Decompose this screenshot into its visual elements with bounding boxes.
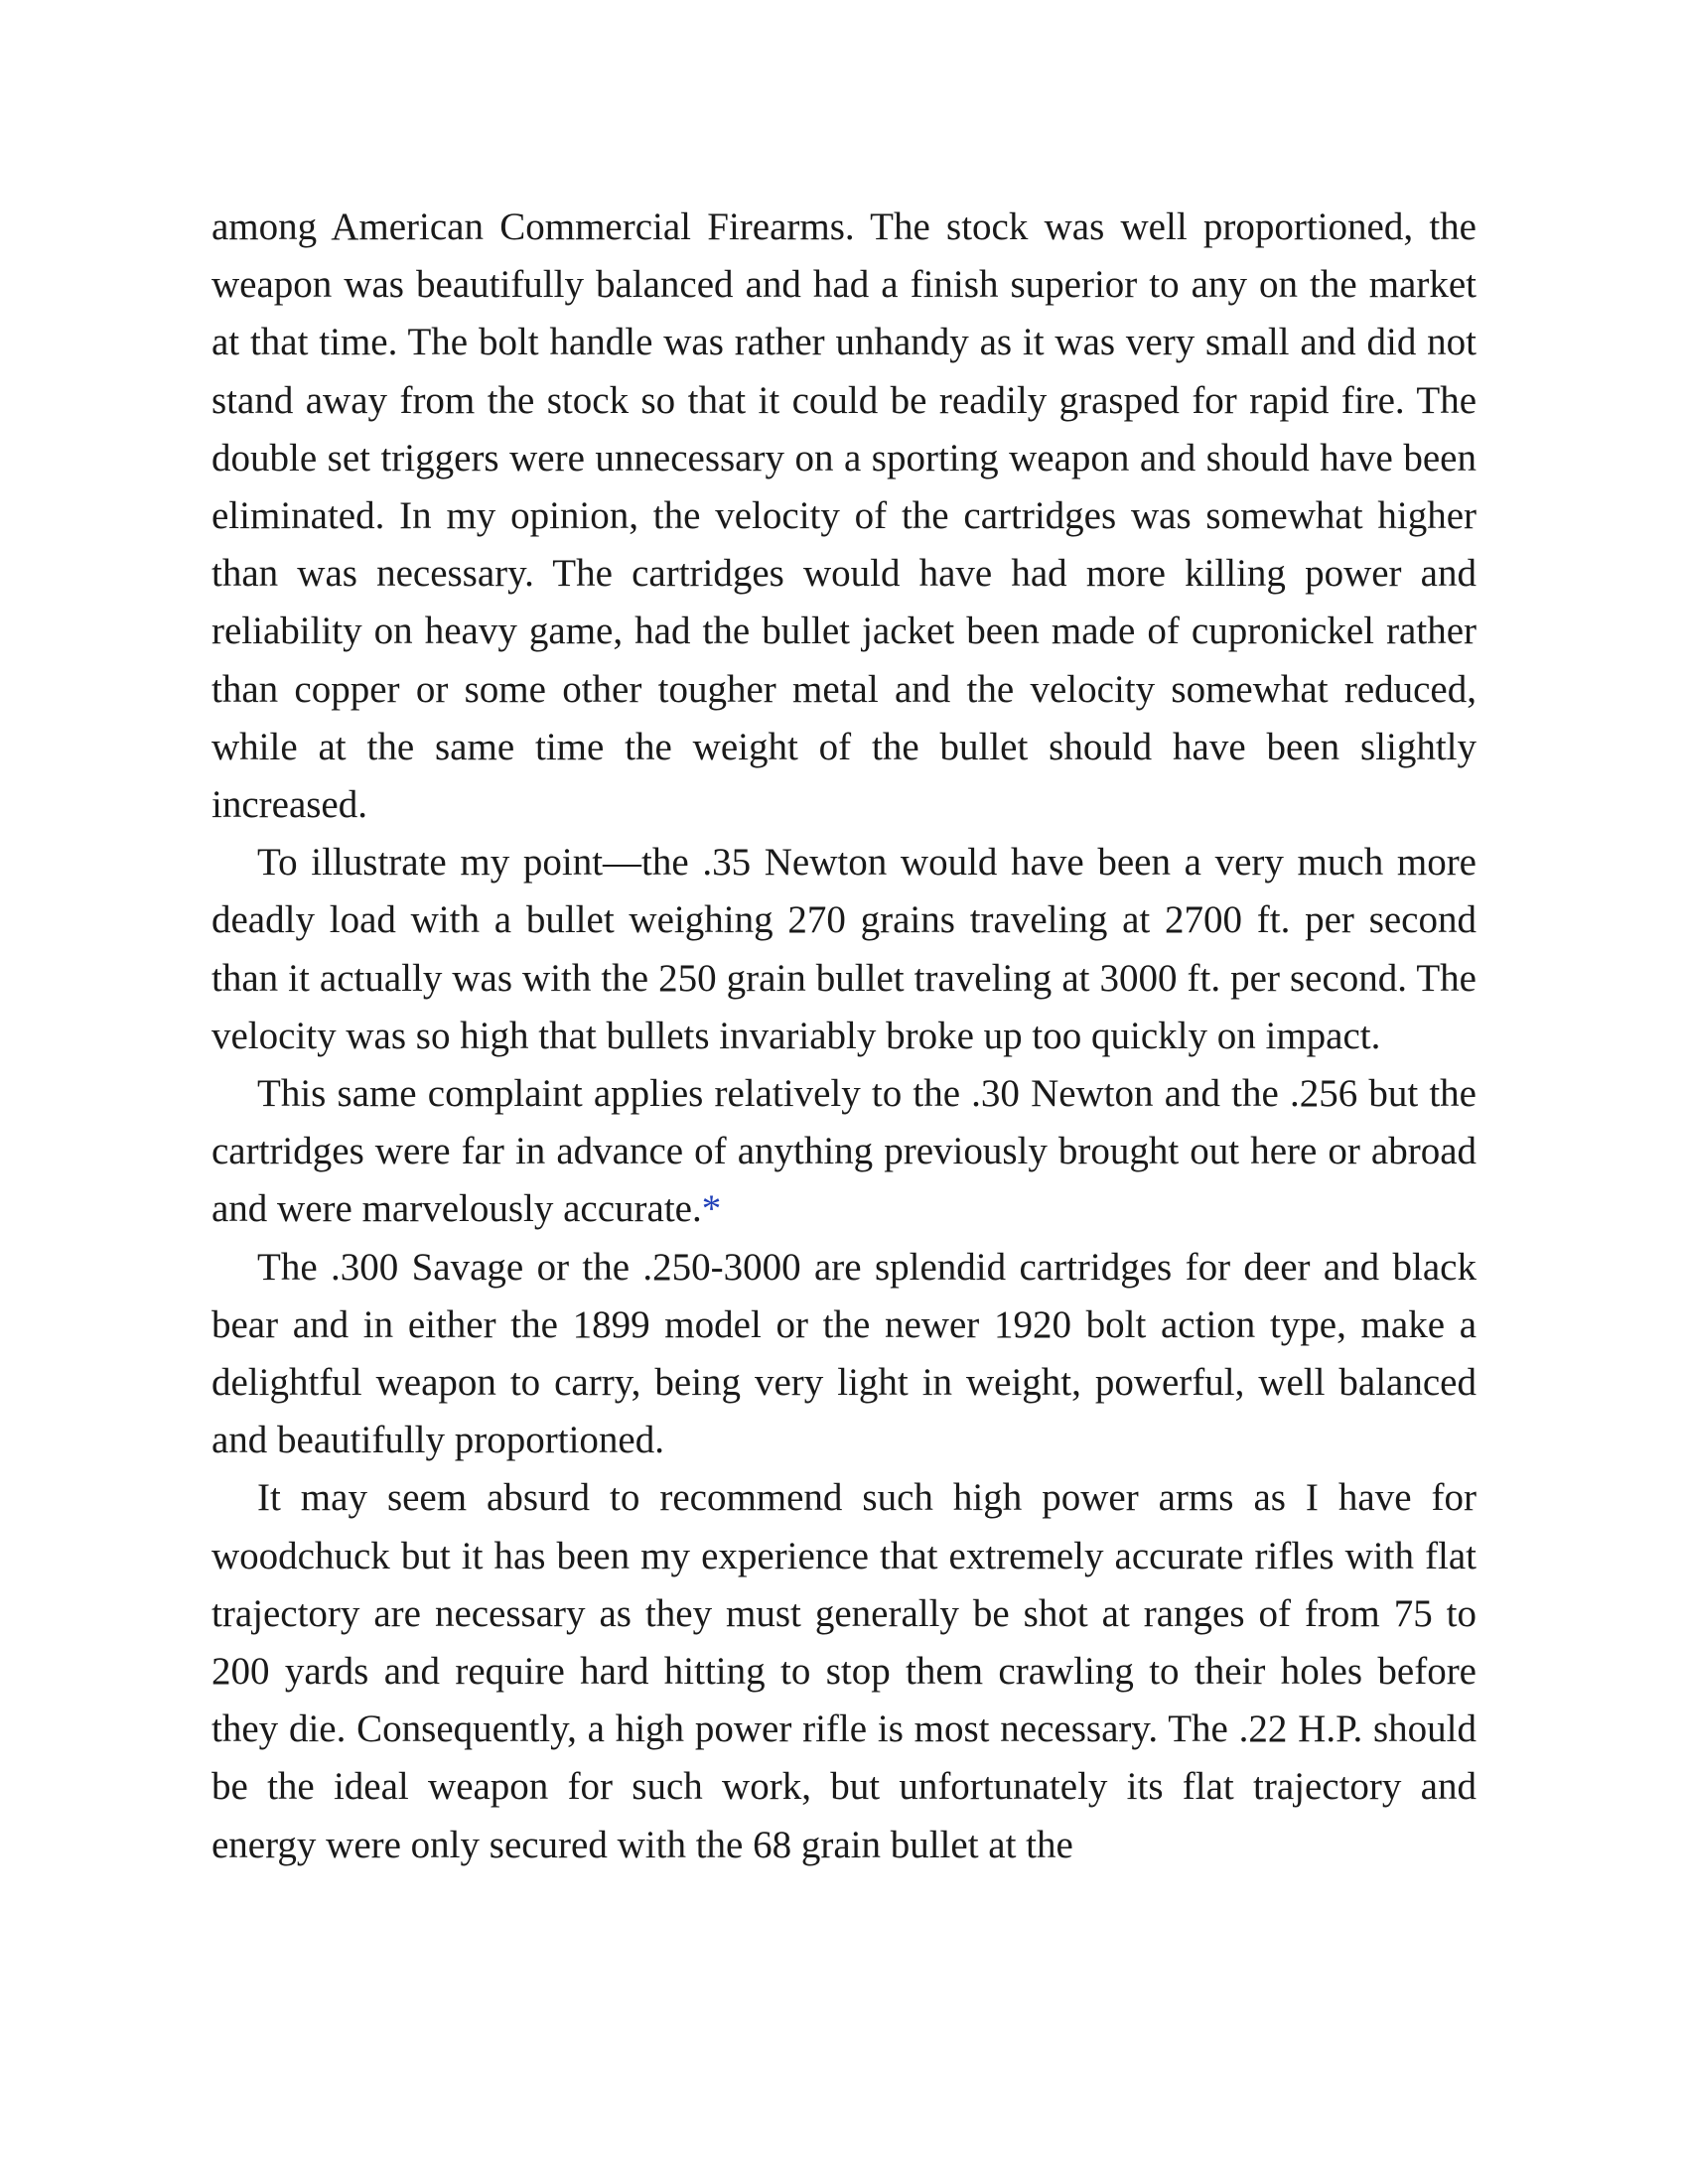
page-body <box>211 199 1477 1874</box>
paragraph-newton-30-text: This same complaint applies relatively to the .30 Newton and the .256 but the cartridges were far in advance of anything previously brought out here or abroad and were marvelously accurate. <box>211 1072 1477 1231</box>
paragraph-continued: among American Commercial Firearms. The stock was well proportioned, the weapon was beautifully balanced and had a finish superior to any on the market at that time. The bolt handle was rather unhandy as it was very small and did not stand away from the stock so that it could be readily grasped for rapid fire. The double set triggers were unnecessary on a sporting weapon and should have been eliminated. In my opinion, the velocity of the cartridges was somewhat higher than was necessary. The cartridges would have had more killing power and reliability on heavy game, had the bullet jacket been made of cupronickel rather than copper or some other tougher metal and the velocity somewhat reduced, while at the same time the weight of the bullet should have been slightly increased. <box>211 205 1477 827</box>
footnote-link[interactable]: * <box>701 1187 722 1231</box>
paragraph-newton-30 <box>211 1065 1477 1239</box>
paragraph-newton-35: To illustrate my point—the .35 Newton would have been a very much more deadly load with a bullet weighing 270 grains traveling at 2700 ft. per second than it actually was with the 250 grain bullet traveling at 3000 ft. per second. The velocity was so high that bullets invariably broke up too quickly on impact. <box>211 841 1477 1057</box>
paragraph-savage: The .300 Savage or the .250-3000 are splendid cartridges for deer and black bear and in either the 1899 model or the newer 1920 bolt action type, make a delightful weapon to carry, being very light in weight, powerful, well balanced and beautifully proportioned. <box>211 1245 1477 1462</box>
paragraph-woodchuck: It may seem absurd to recommend such high power arms as I have for woodchuck but it has been my experience that extremely accurate rifles with flat trajectory are necessary as they must generally be shot at ranges of from 75 to 200 yards and require hard hitting to stop them crawling to their holes before they die. Consequently, a high power rifle is most necessary. The .22 H.P. should be the ideal weapon for such work, but unfortunately its flat trajectory and energy were only secured with the 68 grain bullet at the <box>211 1476 1477 1866</box>
